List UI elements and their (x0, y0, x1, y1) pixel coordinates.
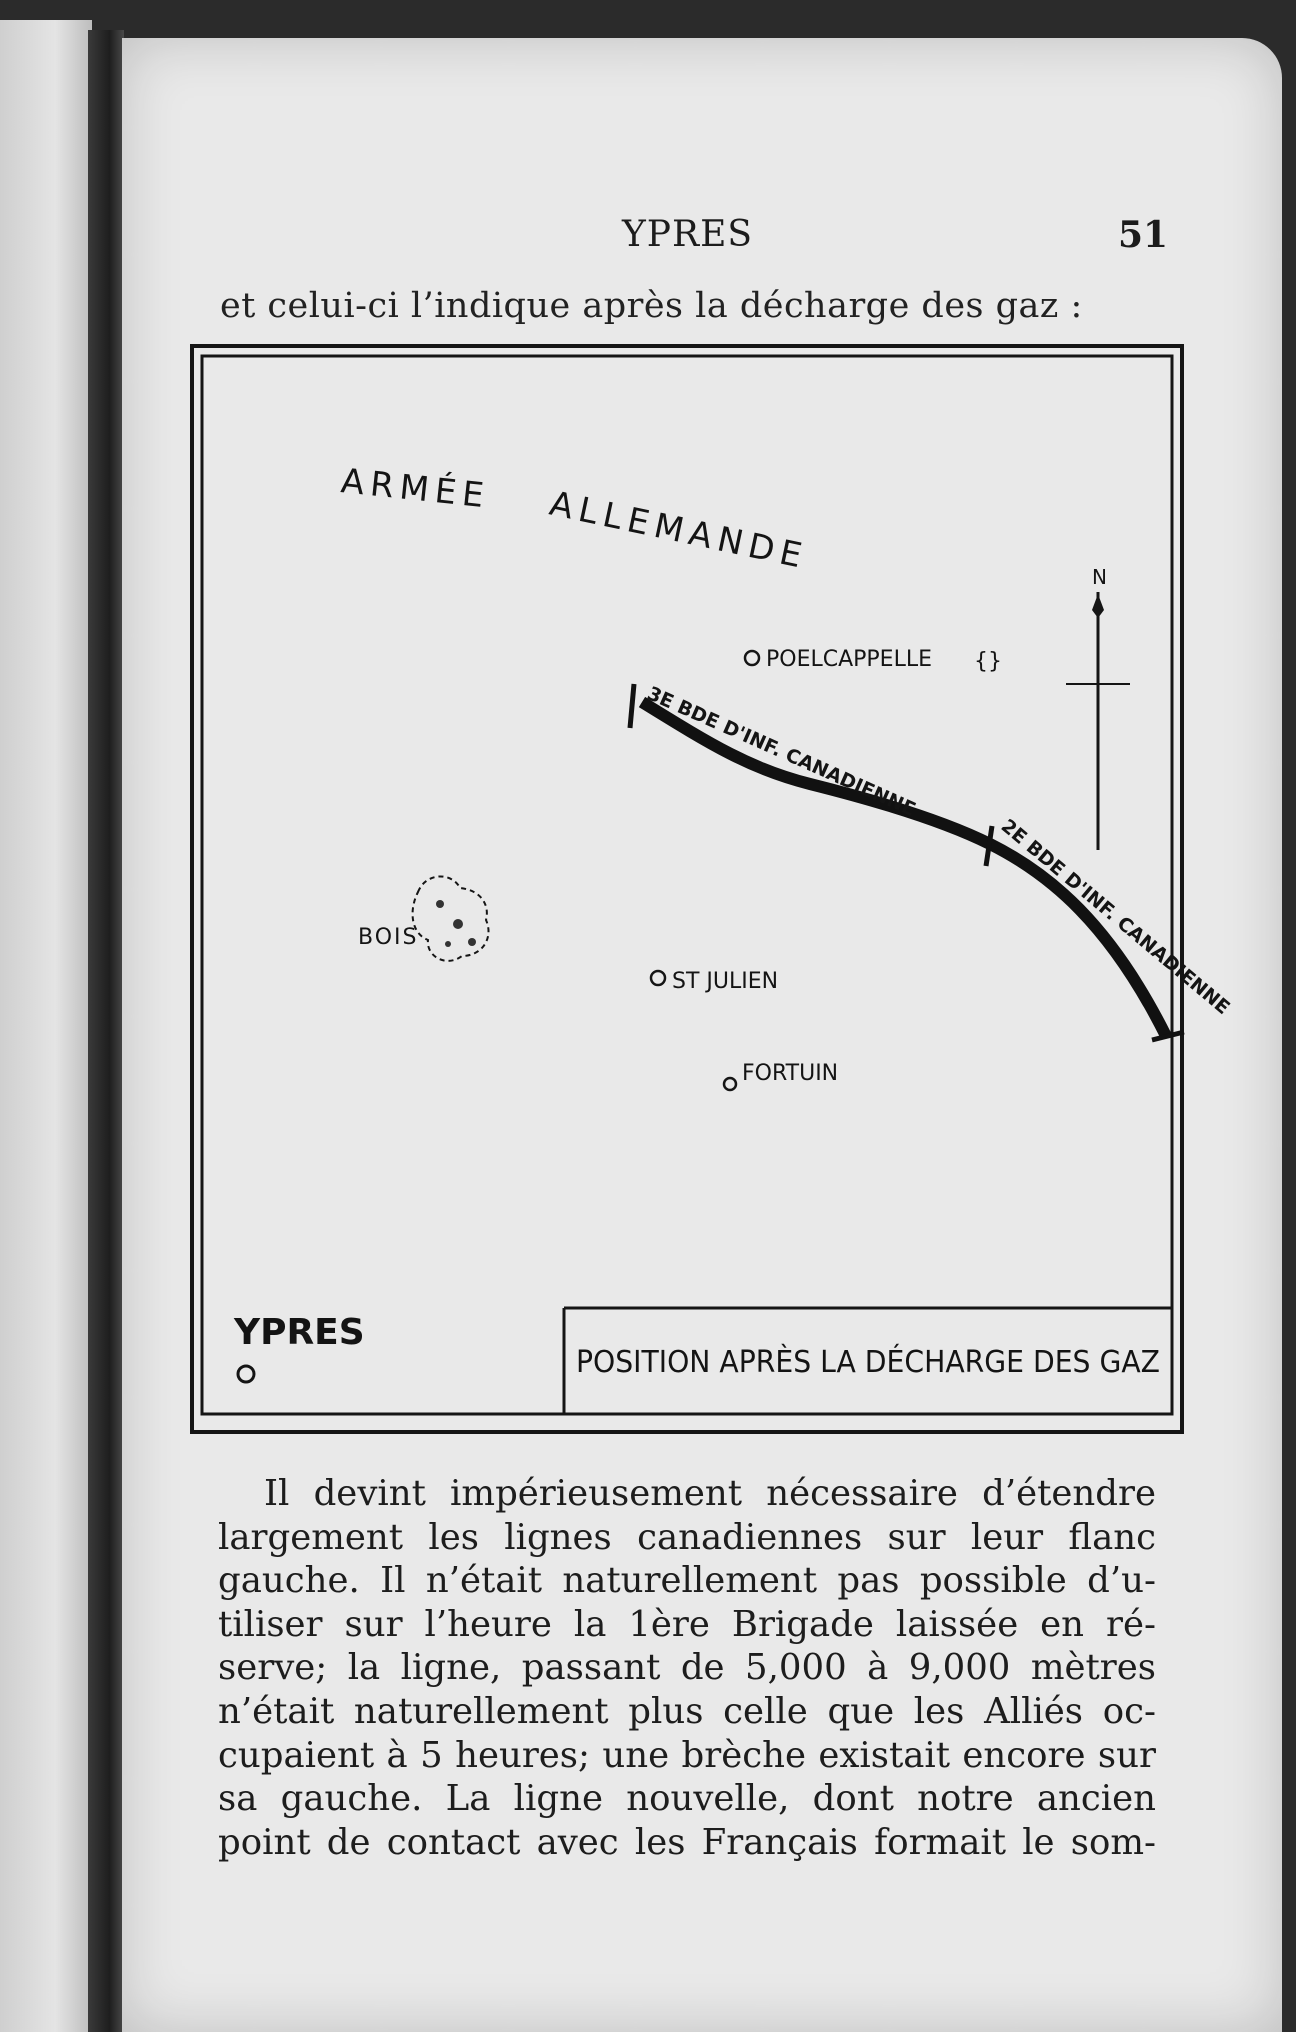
map-figure (190, 344, 1234, 1434)
bois-woods-outline (413, 876, 489, 960)
bois-tree (436, 900, 444, 908)
ypres-label: YPRES (234, 1312, 365, 1353)
third-brigade-label: 3E BDE D'INF. CANADIENNE (643, 682, 919, 821)
army-label-2: ALLEMANDE (546, 483, 812, 578)
poelcappelle-label: POELCAPPELLE (766, 647, 932, 672)
st-julien-label: ST JULIEN (672, 969, 779, 994)
body-paragraph (218, 1472, 1156, 1864)
body-line: serve; la ligne, passant de 5,000 à 9,000 mètres (218, 1647, 1156, 1689)
front-line-start-tick (630, 684, 634, 728)
north-label: N (1092, 565, 1107, 589)
body-line: cupaient à 5 heures; une brèche existait encore sur (218, 1734, 1156, 1776)
body-line: Il devint impérieusement nécessaire d’étendre (264, 1473, 1156, 1514)
bois-tree (468, 938, 476, 946)
book-spine (88, 30, 124, 2032)
brigade-divider-tick (986, 826, 992, 866)
body-line: sa gauche. La ligne nouvelle, dont notre ancien (218, 1778, 1156, 1820)
body-line: tiliser sur l’heure la 1ère Brigade laissée en ré- (218, 1603, 1156, 1645)
bois-tree (453, 919, 463, 929)
second-brigade-label: 2E BDE D'INF. CANADIENNE (996, 814, 1234, 1019)
body-line: largement les lignes canadiennes sur leur flanc (218, 1516, 1156, 1558)
ypres-marker (238, 1366, 254, 1382)
page-number: 51 (1118, 214, 1169, 256)
body-line: point de contact avec les Français formait le som- (218, 1821, 1156, 1863)
running-title: YPRES (622, 214, 754, 255)
map-outer-frame (192, 346, 1197, 1432)
st-julien-marker (651, 971, 665, 985)
book-page (122, 38, 1282, 2032)
body-line: gauche. Il n’était naturellement pas possible d’u- (218, 1560, 1156, 1602)
fortuin-label: FORTUIN (742, 1061, 839, 1086)
north-arrow-head (1092, 594, 1104, 618)
body-line: n’était naturellement plus celle que les Alliés oc- (218, 1690, 1156, 1732)
poelcappelle-symbol: {} (974, 649, 1002, 674)
army-label: ARMÉE (339, 461, 492, 517)
poelcappelle-marker (745, 651, 759, 665)
bois-label: BOIS (358, 925, 419, 950)
map-caption: POSITION APRÈS LA DÉCHARGE DES GAZ (576, 1345, 1197, 1380)
left-page-edge (0, 20, 92, 2032)
intro-line: et celui-ci l’indique après la décharge des gaz : (220, 286, 1083, 326)
fortuin-marker (724, 1078, 736, 1090)
bois-tree (445, 941, 451, 947)
running-head (122, 214, 1282, 264)
